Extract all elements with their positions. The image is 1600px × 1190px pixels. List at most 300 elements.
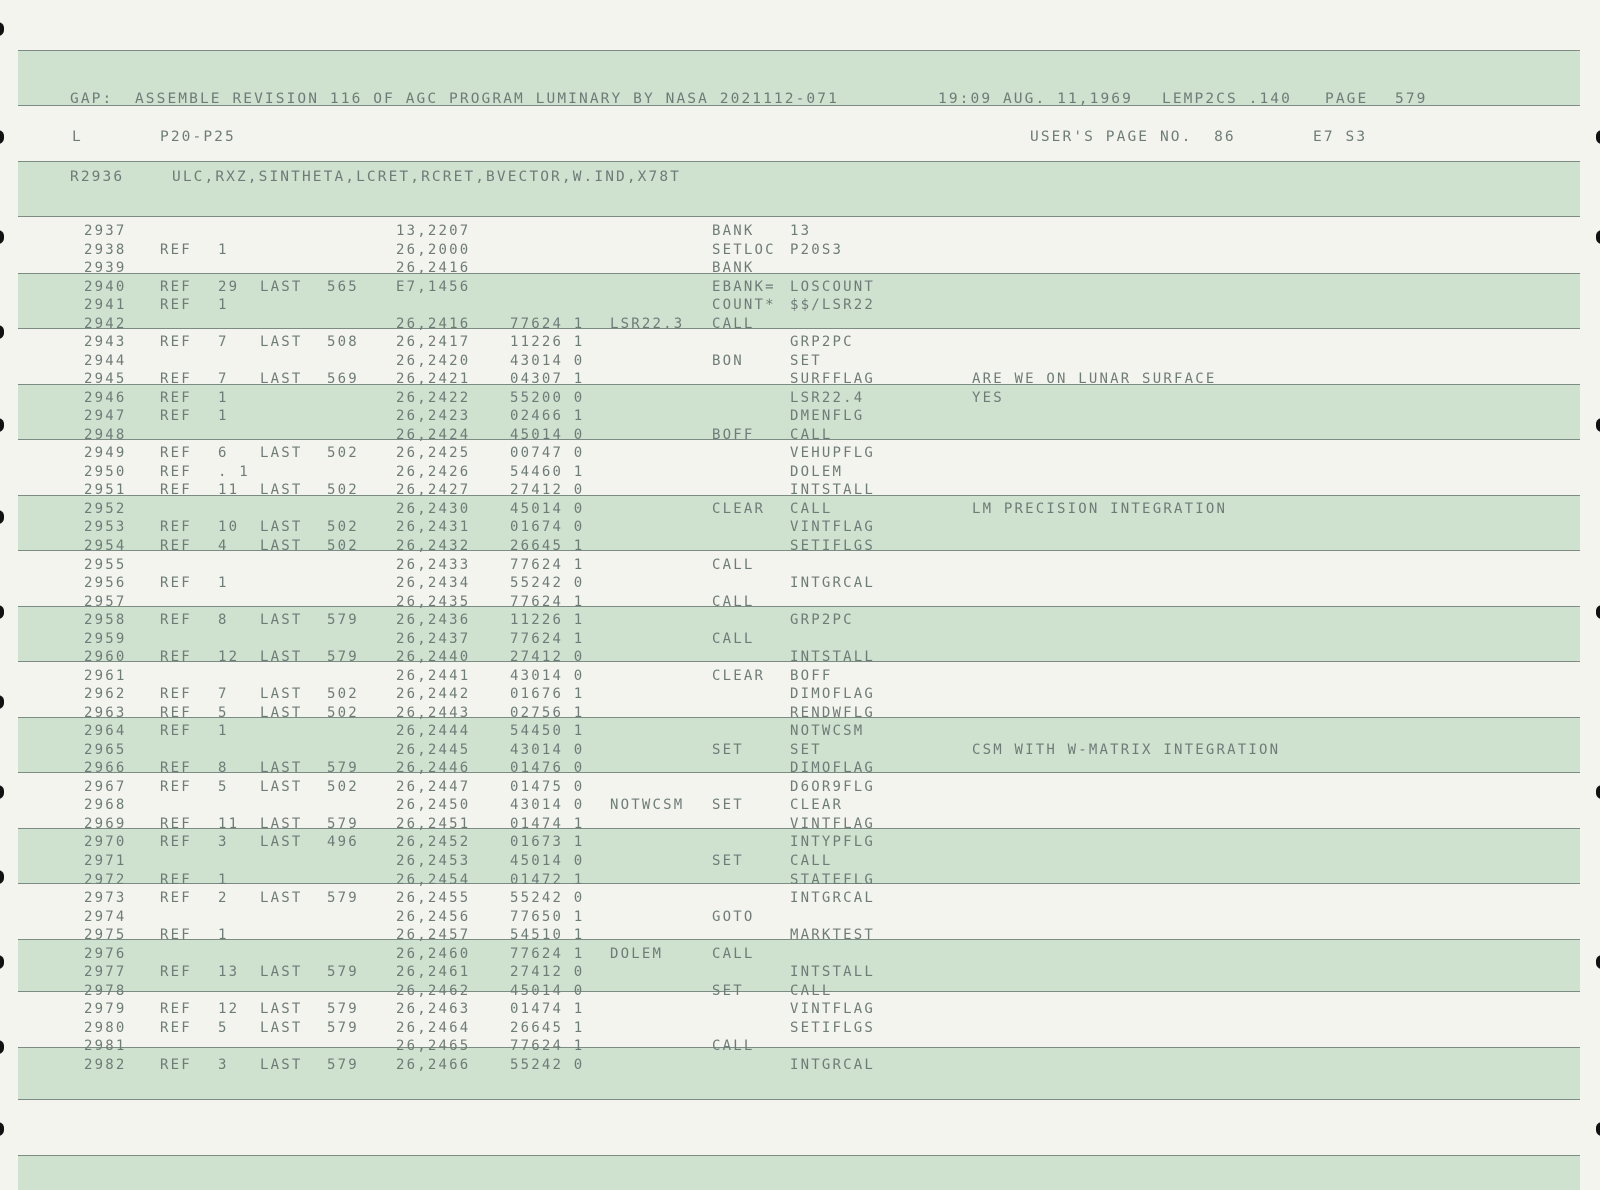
octal-code: 77624 1 <box>510 945 585 962</box>
ref-tag: REF <box>160 408 192 425</box>
last-page: 579 <box>327 649 359 666</box>
table-row <box>0 741 1600 759</box>
last-page: 579 <box>327 612 359 629</box>
octal-code: 01476 0 <box>510 760 585 777</box>
address: 26,2457 <box>396 927 471 944</box>
line-number: 2937 <box>84 223 127 239</box>
address: 26,2465 <box>396 1038 471 1055</box>
table-row <box>0 926 1600 944</box>
line-number: 2970 <box>84 834 127 851</box>
operand: D6OR9FLG <box>790 778 876 795</box>
ref-tag: REF <box>160 760 192 777</box>
last-tag: LAST <box>260 815 303 832</box>
octal-code: 01472 1 <box>510 871 585 888</box>
ref-tag: REF <box>160 538 192 554</box>
ref-tag: REF <box>160 927 192 944</box>
last-tag: LAST <box>260 1056 303 1073</box>
tractor-feed-right <box>1594 0 1600 1190</box>
table-row <box>0 444 1600 462</box>
last-tag: LAST <box>260 482 303 499</box>
operand: LOSCOUNT <box>790 278 876 295</box>
comment: ARE WE ON LUNAR SURFACE <box>972 371 1217 388</box>
operand: BOFF <box>790 667 833 684</box>
address: 26,2430 <box>396 500 471 517</box>
ref-tag: REF <box>160 815 192 832</box>
octal-code: 01676 1 <box>510 686 585 703</box>
ref-tag: REF <box>160 297 192 314</box>
operand: STATEFLG <box>790 871 876 888</box>
octal-code: 01474 1 <box>510 1001 585 1018</box>
line-number: 2953 <box>84 519 127 536</box>
ref-tag: REF <box>160 1019 192 1036</box>
address: 26,2431 <box>396 519 471 536</box>
address: 26,2436 <box>396 612 471 629</box>
table-row <box>0 833 1600 851</box>
address: 26,2432 <box>396 538 471 554</box>
table-row <box>0 667 1600 685</box>
ref-count: 11 <box>218 815 240 832</box>
last-page: 502 <box>327 704 359 721</box>
table-row <box>0 500 1600 518</box>
last-tag: LAST <box>260 519 303 536</box>
address: 26,2451 <box>396 815 471 832</box>
ref-tag: REF <box>160 723 192 740</box>
last-tag: LAST <box>260 538 303 554</box>
label: NOTWCSM <box>610 797 685 814</box>
opcode: SET <box>712 741 744 758</box>
line-number: 2978 <box>84 982 127 999</box>
last-page: 579 <box>327 964 359 981</box>
line-number: 2980 <box>84 1019 127 1036</box>
table-row <box>0 889 1600 907</box>
address: 26,2416 <box>396 315 471 332</box>
octal-code: 45014 0 <box>510 853 585 870</box>
address: 26,2425 <box>396 445 471 462</box>
octal-code: 45014 0 <box>510 982 585 999</box>
operand: INTGRCAL <box>790 575 876 592</box>
address: 26,2437 <box>396 630 471 647</box>
ref-count: 29 <box>218 278 240 295</box>
line-number: 2973 <box>84 890 127 907</box>
ref-count: 1 <box>218 575 229 592</box>
octal-code: 11226 1 <box>510 612 585 629</box>
line-number: 2938 <box>84 241 127 258</box>
opcode: EBANK= <box>712 278 776 295</box>
line-number: 2944 <box>84 352 127 369</box>
line-number: 2959 <box>84 630 127 647</box>
operand: CALL <box>790 982 833 999</box>
operand: GRP2PC <box>790 612 854 629</box>
line-number: 2982 <box>84 1056 127 1073</box>
octal-code: 04307 1 <box>510 371 585 388</box>
last-page: 502 <box>327 519 359 536</box>
comment: LM PRECISION INTEGRATION <box>972 500 1228 517</box>
operand: P20S3 <box>790 241 844 258</box>
last-tag: LAST <box>260 890 303 907</box>
operand: 13 <box>790 223 812 239</box>
table-row <box>0 333 1600 351</box>
table-row <box>0 259 1600 277</box>
ref-count: 6 <box>218 445 229 462</box>
operand: DIMOFLAG <box>790 686 876 703</box>
octal-code: 11226 1 <box>510 334 585 351</box>
operand: LSR22.4 <box>790 389 865 406</box>
ref-tag: REF <box>160 1001 192 1018</box>
ref-tag: REF <box>160 278 192 295</box>
operand: VINTFLAG <box>790 815 876 832</box>
table-row <box>0 574 1600 592</box>
octal-code: 77624 1 <box>510 630 585 647</box>
page-label: PAGE <box>1325 91 1369 107</box>
ref-count: 1 <box>218 871 229 888</box>
last-page: 502 <box>327 686 359 703</box>
last-tag: LAST <box>260 964 303 981</box>
octal-code: 54510 1 <box>510 927 585 944</box>
table-row <box>0 685 1600 703</box>
r-line-number: R2936 <box>70 169 125 185</box>
band-rule <box>18 50 1580 51</box>
address: 26,2435 <box>396 593 471 610</box>
octal-code: 43014 0 <box>510 352 585 369</box>
operand: GRP2PC <box>790 334 854 351</box>
table-row <box>0 963 1600 981</box>
last-page: 579 <box>327 815 359 832</box>
operand: DOLEM <box>790 463 844 480</box>
address: 26,2452 <box>396 834 471 851</box>
ref-tag: REF <box>160 778 192 795</box>
octal-code: 43014 0 <box>510 667 585 684</box>
label: LSR22.3 <box>610 315 685 332</box>
table-row <box>0 426 1600 444</box>
ref-count: 8 <box>218 760 229 777</box>
opcode: SET <box>712 797 744 814</box>
line-number: 2940 <box>84 278 127 295</box>
ref-tag: REF <box>160 890 192 907</box>
address: 26,2444 <box>396 723 471 740</box>
table-row <box>0 352 1600 370</box>
table-row <box>0 982 1600 1000</box>
table-row <box>0 852 1600 870</box>
address: 26,2464 <box>396 1019 471 1036</box>
octal-code: 77624 1 <box>510 1038 585 1055</box>
ref-tag: REF <box>160 445 192 462</box>
ref-count: 1 <box>218 723 229 740</box>
table-row <box>0 537 1600 555</box>
line-number: 2969 <box>84 815 127 832</box>
table-row <box>0 871 1600 889</box>
ref-count: 12 <box>218 1001 240 1018</box>
octal-code: 01475 0 <box>510 778 585 795</box>
table-row <box>0 778 1600 796</box>
octal-code: 54450 1 <box>510 723 585 740</box>
operand: INTSTALL <box>790 964 876 981</box>
operand: INTGRCAL <box>790 1056 876 1073</box>
address: 26,2447 <box>396 778 471 795</box>
line-number: 2946 <box>84 389 127 406</box>
last-page: 565 <box>327 278 359 295</box>
opcode: CALL <box>712 630 755 647</box>
line-number: 2972 <box>84 871 127 888</box>
opcode: SETLOC <box>712 241 776 258</box>
operand: VINTFLAG <box>790 1001 876 1018</box>
operand: VINTFLAG <box>790 519 876 536</box>
line-number: 2947 <box>84 408 127 425</box>
ref-tag: REF <box>160 389 192 406</box>
last-page: 508 <box>327 334 359 351</box>
last-page: 502 <box>327 482 359 499</box>
line-number: 2981 <box>84 1038 127 1055</box>
line-number: 2979 <box>84 1001 127 1018</box>
ref-count: 3 <box>218 1056 229 1073</box>
table-row <box>0 611 1600 629</box>
address: 26,2441 <box>396 667 471 684</box>
table-row <box>0 241 1600 259</box>
listing-job: LEMP2CS .140 <box>1162 91 1292 107</box>
opcode: CALL <box>712 593 755 610</box>
line-number: 2954 <box>84 538 127 554</box>
line-number: 2958 <box>84 612 127 629</box>
line-number: 2948 <box>84 426 127 443</box>
operand: SET <box>790 741 822 758</box>
line-number: 2950 <box>84 463 127 480</box>
last-tag: LAST <box>260 686 303 703</box>
line-number: 2939 <box>84 260 127 277</box>
operand: INTYPFLG <box>790 834 876 851</box>
last-tag: LAST <box>260 445 303 462</box>
line-number: 2952 <box>84 500 127 517</box>
bank-ref: E7 S3 <box>1313 129 1368 145</box>
address: 26,2450 <box>396 797 471 814</box>
address: 26,2427 <box>396 482 471 499</box>
table-row <box>0 908 1600 926</box>
green-band <box>18 1155 1580 1190</box>
address: 26,2453 <box>396 853 471 870</box>
page-number: 579 <box>1395 91 1428 107</box>
octal-code: 02466 1 <box>510 408 585 425</box>
opcode: SET <box>712 853 744 870</box>
table-row <box>0 278 1600 296</box>
last-tag: LAST <box>260 1019 303 1036</box>
table-row <box>0 556 1600 574</box>
last-tag: LAST <box>260 278 303 295</box>
line-number: 2963 <box>84 704 127 721</box>
band-rule <box>18 1155 1580 1156</box>
line-number: 2974 <box>84 908 127 925</box>
table-row <box>0 1037 1600 1055</box>
address: 26,2462 <box>396 982 471 999</box>
tractor-feed-left <box>0 0 6 1190</box>
band-rule <box>18 1099 1580 1100</box>
octal-code: 00747 0 <box>510 445 585 462</box>
address: 26,2416 <box>396 260 471 277</box>
octal-code: 77624 1 <box>510 315 585 332</box>
opcode: COUNT* <box>712 297 776 314</box>
operand: VEHUPFLG <box>790 445 876 462</box>
line-number: 2951 <box>84 482 127 499</box>
address: 26,2000 <box>396 241 471 258</box>
operand: CLEAR <box>790 797 844 814</box>
band-rule <box>18 161 1580 162</box>
line-number: 2964 <box>84 723 127 740</box>
line-number: 2956 <box>84 575 127 592</box>
opcode: GOTO <box>712 908 755 925</box>
last-page: 502 <box>327 538 359 554</box>
operand: SET <box>790 352 822 369</box>
opcode: BON <box>712 352 744 369</box>
line-number: 2968 <box>84 797 127 814</box>
line-number: 2955 <box>84 556 127 573</box>
line-number: 2945 <box>84 371 127 388</box>
octal-code: 27412 0 <box>510 482 585 499</box>
address: 26,2455 <box>396 890 471 907</box>
octal-code: 55200 0 <box>510 389 585 406</box>
address: 26,2445 <box>396 741 471 758</box>
table-row <box>0 648 1600 666</box>
line-number: 2949 <box>84 445 127 462</box>
ref-tag: REF <box>160 241 192 258</box>
last-tag: LAST <box>260 649 303 666</box>
band-rule <box>18 216 1580 217</box>
table-row <box>0 704 1600 722</box>
octal-code: 45014 0 <box>510 500 585 517</box>
listing-title: GAP: ASSEMBLE REVISION 116 OF AGC PROGRAM LUMINARY BY NASA 2021112-071 <box>70 91 839 107</box>
opcode: CALL <box>712 1038 755 1055</box>
line-number: 2966 <box>84 760 127 777</box>
line-number: 2977 <box>84 964 127 981</box>
ref-count: 7 <box>218 371 229 388</box>
table-row <box>0 222 1600 240</box>
address: 26,2424 <box>396 426 471 443</box>
ref-tag: REF <box>160 834 192 851</box>
ref-count: 1 <box>218 408 229 425</box>
octal-code: 01474 1 <box>510 815 585 832</box>
operand: MARKTEST <box>790 927 876 944</box>
ref-count: 1 <box>218 297 229 314</box>
octal-code: 55242 0 <box>510 890 585 907</box>
octal-code: 26645 1 <box>510 538 585 554</box>
operand: DIMOFLAG <box>790 760 876 777</box>
table-row <box>0 463 1600 481</box>
line-number: 2976 <box>84 945 127 962</box>
octal-code: 43014 0 <box>510 741 585 758</box>
octal-code: 43014 0 <box>510 797 585 814</box>
last-tag: LAST <box>260 760 303 777</box>
last-tag: LAST <box>260 612 303 629</box>
ref-count: 8 <box>218 612 229 629</box>
line-number: 2967 <box>84 778 127 795</box>
table-row <box>0 722 1600 740</box>
table-row <box>0 481 1600 499</box>
ref-count: 1 <box>218 927 229 944</box>
ref-tag: REF <box>160 964 192 981</box>
last-page: 579 <box>327 1056 359 1073</box>
last-page: 502 <box>327 778 359 795</box>
table-row <box>0 630 1600 648</box>
last-tag: LAST <box>260 371 303 388</box>
line-number: 2975 <box>84 927 127 944</box>
line-number: 2942 <box>84 315 127 332</box>
octal-code: 54460 1 <box>510 463 585 480</box>
ref-tag: REF <box>160 519 192 536</box>
operand: CALL <box>790 500 833 517</box>
ref-tag: REF <box>160 463 192 480</box>
address: 26,2442 <box>396 686 471 703</box>
ref-count: 5 <box>218 778 229 795</box>
octal-code: 77624 1 <box>510 593 585 610</box>
table-row <box>0 389 1600 407</box>
ref-tag: REF <box>160 612 192 629</box>
ref-count: 11 <box>218 482 240 499</box>
line-number: 2965 <box>84 741 127 758</box>
address: 13,2207 <box>396 223 471 239</box>
line-number: 2961 <box>84 667 127 684</box>
label: DOLEM <box>610 945 664 962</box>
ref-tag: REF <box>160 1056 192 1073</box>
comment: CSM WITH W-MATRIX INTEGRATION <box>972 741 1281 758</box>
table-row <box>0 1000 1600 1018</box>
ref-tag: REF <box>160 371 192 388</box>
ref-count: 2 <box>218 890 229 907</box>
last-tag: LAST <box>260 778 303 795</box>
address: 26,2426 <box>396 463 471 480</box>
opcode: SET <box>712 982 744 999</box>
comment: YES <box>972 389 1004 406</box>
octal-code: 77624 1 <box>510 556 585 573</box>
opcode: CALL <box>712 945 755 962</box>
ref-tag: REF <box>160 871 192 888</box>
operand: $$/LSR22 <box>790 297 876 314</box>
last-page: 502 <box>327 445 359 462</box>
ref-count: 1 <box>218 389 229 406</box>
address: 26,2434 <box>396 575 471 592</box>
ref-count: 5 <box>218 1019 229 1036</box>
last-tag: LAST <box>260 334 303 351</box>
operand: INTGRCAL <box>790 890 876 907</box>
operand: SETIFLGS <box>790 1019 876 1036</box>
octal-code: 77650 1 <box>510 908 585 925</box>
table-row <box>0 593 1600 611</box>
opcode: CALL <box>712 556 755 573</box>
operand: INTSTALL <box>790 482 876 499</box>
table-row <box>0 796 1600 814</box>
octal-code: 01674 0 <box>510 519 585 536</box>
users-page-number: USER'S PAGE NO. 86 <box>1030 129 1236 145</box>
last-page: 579 <box>327 760 359 777</box>
ref-count: 7 <box>218 334 229 351</box>
opcode: CALL <box>712 315 755 332</box>
section-name: P20-P25 <box>160 129 236 145</box>
address: 26,2466 <box>396 1056 471 1073</box>
address: 26,2454 <box>396 871 471 888</box>
ref-count: 1 <box>218 241 229 258</box>
address: 26,2446 <box>396 760 471 777</box>
ref-tag: REF <box>160 334 192 351</box>
operand: CALL <box>790 853 833 870</box>
table-row <box>0 296 1600 314</box>
ref-count: 5 <box>218 704 229 721</box>
ref-count: 3 <box>218 834 229 851</box>
side-mark: L <box>72 129 83 145</box>
address: 26,2417 <box>396 334 471 351</box>
listing-time: 19:09 AUG. 11,1969 <box>938 91 1133 107</box>
ref-count: 7 <box>218 686 229 703</box>
ref-count: 4 <box>218 538 229 554</box>
table-row <box>0 370 1600 388</box>
table-row <box>0 945 1600 963</box>
octal-code: 45014 0 <box>510 426 585 443</box>
opcode: BOFF <box>712 426 755 443</box>
address: 26,2422 <box>396 389 471 406</box>
